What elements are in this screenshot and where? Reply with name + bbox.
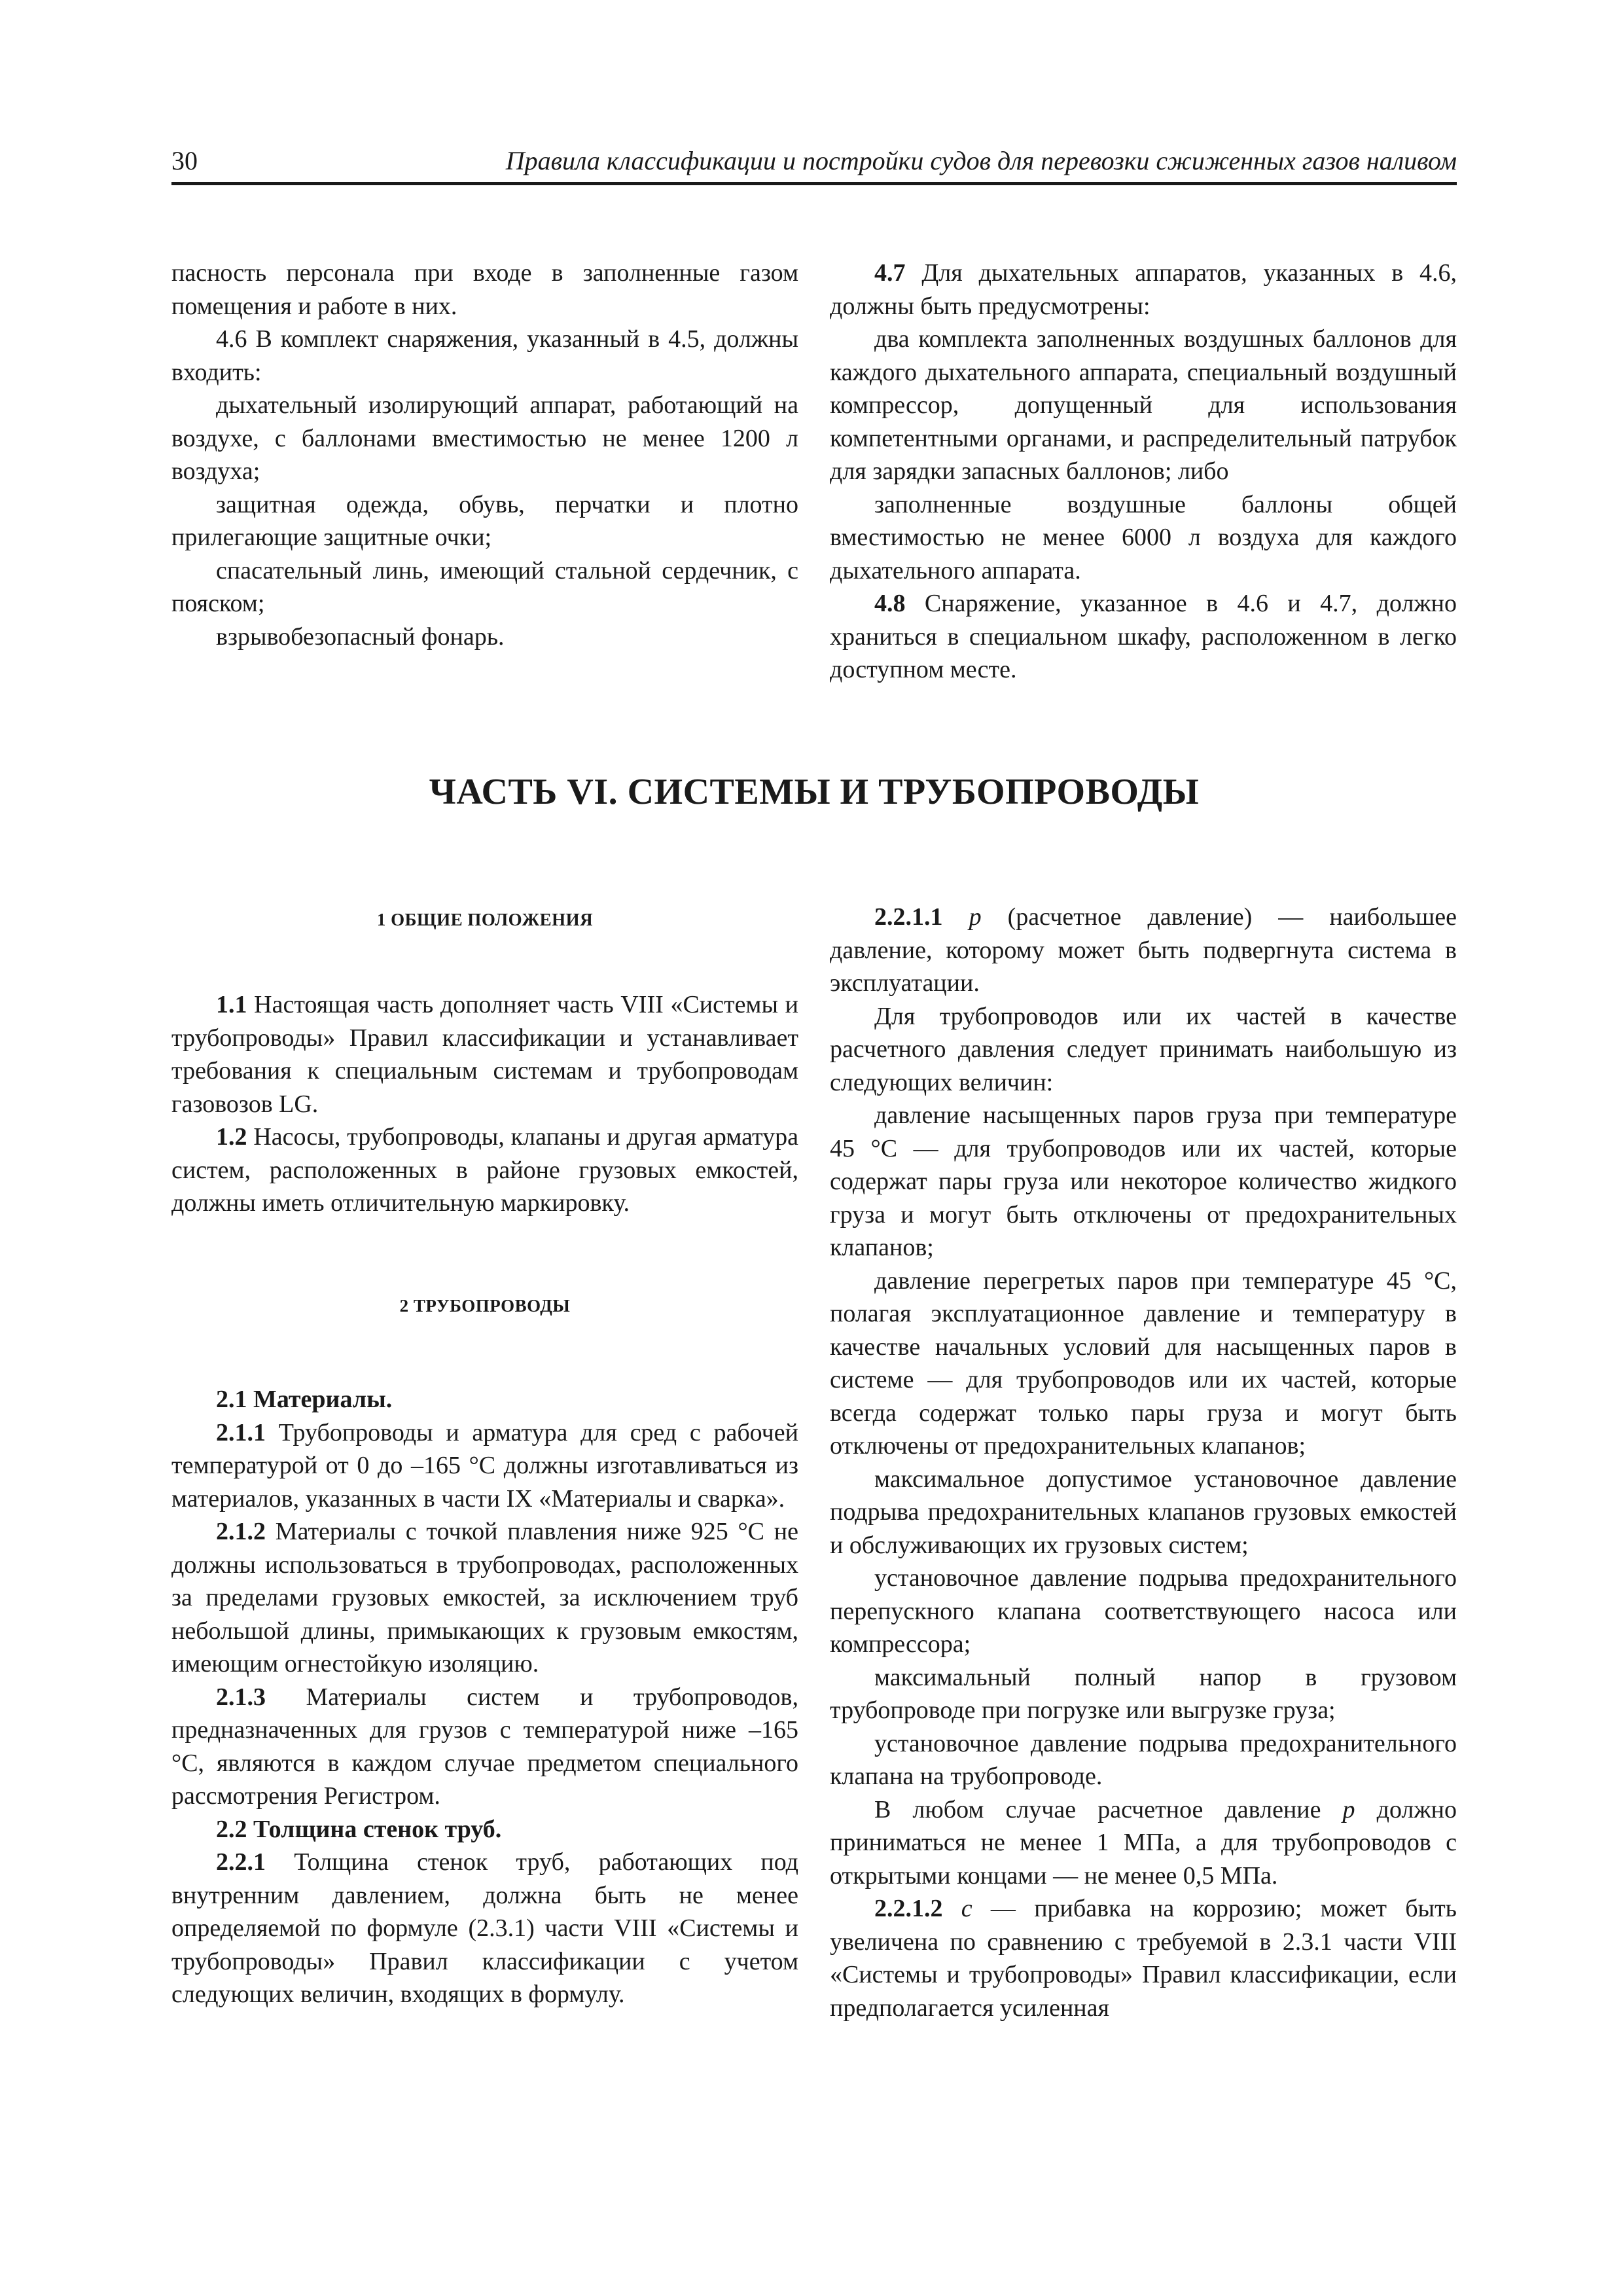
- paragraph-2-2-1-1: 2.2.1.1 p (расчетное давление) — наибольшее давление, которому может быть подвергнута система в эксплуатации.: [830, 903, 1457, 997]
- part-title: ЧАСТЬ VI. СИСТЕМЫ И ТРУБОПРОВОДЫ: [429, 772, 1200, 812]
- list-item: давление перегретых паров при температуре 45 °C, полагая эксплуатационное давление и температуру в качестве начальных условий для насыщенных паров в системе — для трубопроводов или их частей, которые всегда содержат только пары груза и могут быть отключены от предохранительных клапанов;: [830, 1266, 1457, 1460]
- list-item: давление насыщенных паров груза при температуре 45 °C — для трубопроводов или их частей, которые содержат пары груза или некоторое количество жидкого груза и могут быть отключены от предохранительных клапанов;: [830, 1102, 1457, 1261]
- top-left-column: [171, 257, 798, 653]
- list-item: взрывобезопасный фонарь.: [216, 622, 505, 651]
- list-item: дыхательный изолирующий аппарат, работающий на воздухе, с баллонами вместимостью не менее 1200 л воздуха;: [171, 391, 798, 485]
- paragraph-2-1-2: 2.1.2 Материалы с точкой плавления ниже 925 °C не должны использоваться в трубопроводах, расположенных за пределами грузовых емкостей, за исключением труб небольшой длины, примыкающих к грузовым емкостям, имеющим огнестойкую изоляцию.: [171, 1518, 798, 1677]
- running-title: Правила классификации и постройки судов для перевозки сжиженных газов наливом: [505, 146, 1457, 175]
- list-item: максимальное допустимое установочное давление подрыва предохранительных клапанов грузовых емкостей и обслуживающих их грузовых систем;: [830, 1465, 1457, 1559]
- paragraph-4-6: 4.6 В комплект снаряжения, указанный в 4.5, должны входить:: [171, 325, 798, 386]
- page-header: [171, 143, 1457, 185]
- paragraph-2-1-3: 2.1.3 Материалы систем и трубопроводов, предназначенных для грузов с температурой ниже –165 °C, являются в каждом случае предметом специального рассмотрения Регистром.: [171, 1683, 798, 1810]
- top-right-column: [830, 257, 1457, 687]
- page-number: 30: [171, 146, 198, 175]
- paragraph-4-8: 4.8 Снаряжение, указанное в 4.6 и 4.7, должно храниться в специальном шкафу, расположенном в легко доступном месте.: [830, 590, 1457, 683]
- list-item: установочное давление подрыва предохранительного клапана на трубопроводе.: [830, 1729, 1457, 1790]
- paragraph-2-2-1: 2.2.1 Толщина стенок труб, работающих под внутренним давлением, должна быть не менее определяемой по формуле (2.3.1) части VIII «Системы и трубопроводы» Правил классификации с учетом следующих величин, входящих в формулу.: [171, 1848, 798, 2008]
- list-item: спасательный линь, имеющий стальной сердечник, с пояском;: [171, 556, 798, 617]
- section-heading-2: 2 ТРУБОПРОВОДЫ: [399, 1296, 571, 1316]
- paragraph: В любом случае расчетное давление p должно приниматься не менее 1 МПа, а для трубопроводов с открытыми концами — не менее 0,5 МПа.: [830, 1795, 1457, 1890]
- subsection-heading-2-1: 2.1 Материалы.: [216, 1386, 393, 1413]
- list-item: заполненные воздушные баллоны общей вместимостью не менее 6000 л воздуха для каждого дыхательного аппарата.: [830, 490, 1457, 584]
- paragraph-2-2-1-2: 2.2.1.2 c — прибавка на коррозию; может быть увеличена по сравнению с требуемой в 2.3.1 части VIII «Системы и трубопроводы» Правил классификации, если предполагается усиленная: [830, 1895, 1457, 2022]
- paragraph-1-2: 1.2 Насосы, трубопроводы, клапаны и другая арматура систем, расположенных в районе грузовых емкостей, должны иметь отличительную маркировку.: [171, 1123, 798, 1217]
- left-column-sec1: [171, 988, 798, 1220]
- paragraph-1-1: 1.1 Настоящая часть дополняет часть VIII «Системы и трубопроводы» Правил классификации и устанавливает требования к специальным системам и трубопроводам газовозов LG.: [171, 991, 798, 1118]
- right-column: [830, 901, 1457, 2024]
- paragraph-2-1-1: 2.1.1 Трубопроводы и арматура для сред с рабочей температурой от 0 до –165 °C должны изготавливаться из материалов, указанных в части IX «Материалы и сварка».: [171, 1418, 798, 1513]
- list-item: защитная одежда, обувь, перчатки и плотно прилегающие защитные очки;: [171, 490, 798, 551]
- paragraph: пасность персонала при входе в заполненные газом помещения и работе в них.: [171, 259, 798, 320]
- section-heading-1: 1 ОБЩИЕ ПОЛОЖЕНИЯ: [376, 910, 594, 929]
- list-item: два комплекта заполненных воздушных баллонов для каждого дыхательного аппарата, специальный воздушный компрессор, допущенный для использования компетентными органами, и распределительный патрубок для зарядки запасных баллонов; либо: [830, 325, 1457, 485]
- subsection-heading-2-2: 2.2 Толщина стенок труб.: [216, 1815, 502, 1843]
- list-item: максимальный полный напор в грузовом трубопроводе при погрузке или выгрузке груза;: [830, 1663, 1457, 1724]
- left-column-sec2: [171, 1383, 798, 2011]
- paragraph: Для трубопроводов или их частей в качестве расчетного давления следует принимать наибольшую из следующих величин:: [830, 1002, 1457, 1096]
- paragraph-4-7: 4.7 Для дыхательных аппаратов, указанных в 4.6, должны быть предусмотрены:: [830, 259, 1457, 320]
- list-item: установочное давление подрыва предохранительного перепускного клапана соответствующего насоса или компрессора;: [830, 1564, 1457, 1658]
